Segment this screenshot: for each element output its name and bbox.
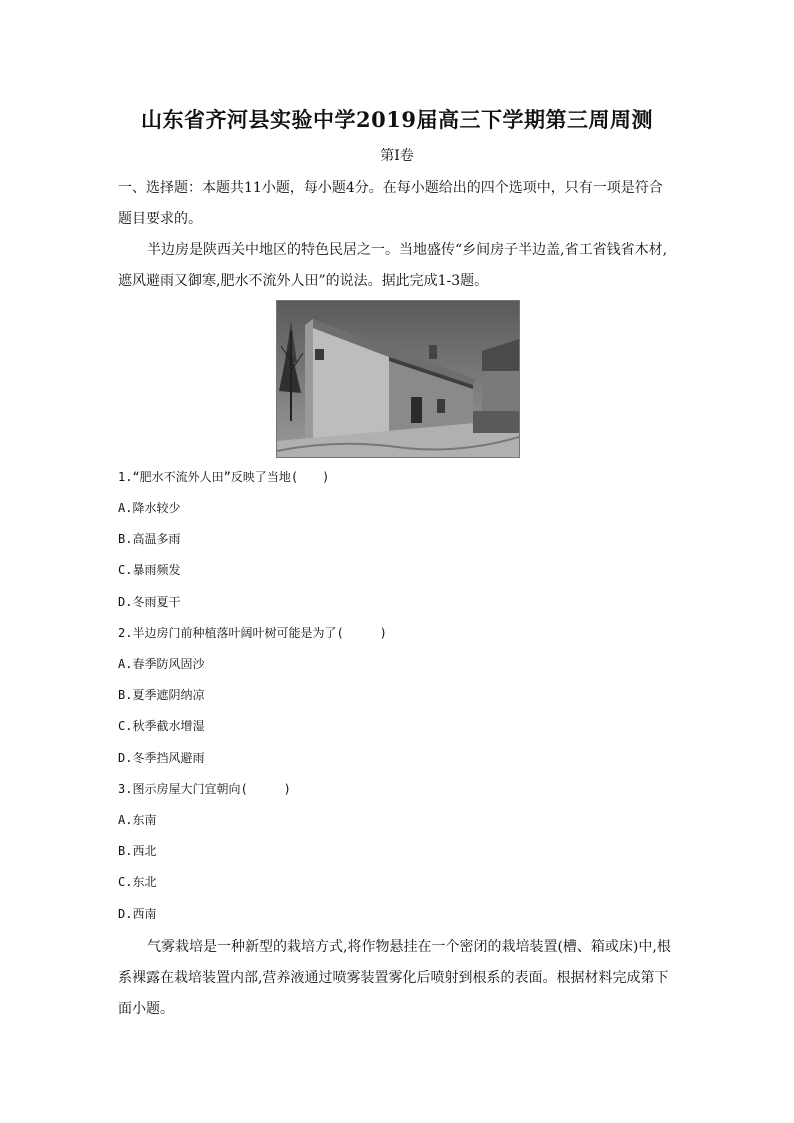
page-title: 山东省齐河县实验中学2019届高三下学期第三周周测 — [141, 107, 653, 132]
question-2-option-a: A.春季防风固沙 — [118, 657, 205, 671]
volume-label: 第Ⅰ卷 — [380, 148, 414, 164]
question-3-stem: 3.图示房屋大门宜朝向( ) — [118, 782, 291, 796]
half-house-illustration — [277, 301, 519, 457]
question-3-option-d: D.西南 — [118, 907, 157, 921]
passage-2-line-3: 面小题。 — [118, 1001, 174, 1017]
question-1-stem: 1.“肥水不流外人田”反映了当地( ) — [118, 470, 330, 484]
passage-2-line-1: 气雾栽培是一种新型的栽培方式,将作物悬挂在一个密闭的栽培装置(槽、箱或床)中,根 — [147, 939, 671, 955]
question-2-option-c: C.秋季截水增湿 — [118, 719, 205, 733]
question-2-stem: 2.半边房门前种植落叶阔叶树可能是为了( ) — [118, 626, 387, 640]
half-house-photo — [276, 300, 520, 458]
question-3-option-b: B.西北 — [118, 844, 157, 858]
question-3-option-c: C.东北 — [118, 875, 157, 889]
section-header-line-1: 一、选择题：本题共11小题，每小题4分。在每小题给出的四个选项中，只有一项是符合 — [118, 180, 663, 196]
question-2-option-d: D.冬季挡风避雨 — [118, 751, 205, 765]
question-1-option-c: C.暴雨频发 — [118, 563, 181, 577]
question-1-option-d: D.冬雨夏干 — [118, 595, 181, 609]
question-2-option-b: B.夏季遮阴纳凉 — [118, 688, 205, 702]
question-1-option-a: A.降水较少 — [118, 501, 181, 515]
section-header-line-2: 题目要求的。 — [118, 211, 202, 227]
passage-1-line-1: 半边房是陕西关中地区的特色民居之一。当地盛传“乡间房子半边盖,省工省钱省木材, — [147, 242, 668, 258]
passage-1-line-2: 遮风避雨又御寒,肥水不流外人田”的说法。据此完成1-3题。 — [118, 273, 489, 289]
question-3-option-a: A.东南 — [118, 813, 157, 827]
question-1-option-b: B.高温多雨 — [118, 532, 181, 546]
passage-2-line-2: 系裸露在栽培装置内部,营养液通过喷雾装置雾化后喷射到根系的表面。根据材料完成第下 — [118, 970, 669, 986]
